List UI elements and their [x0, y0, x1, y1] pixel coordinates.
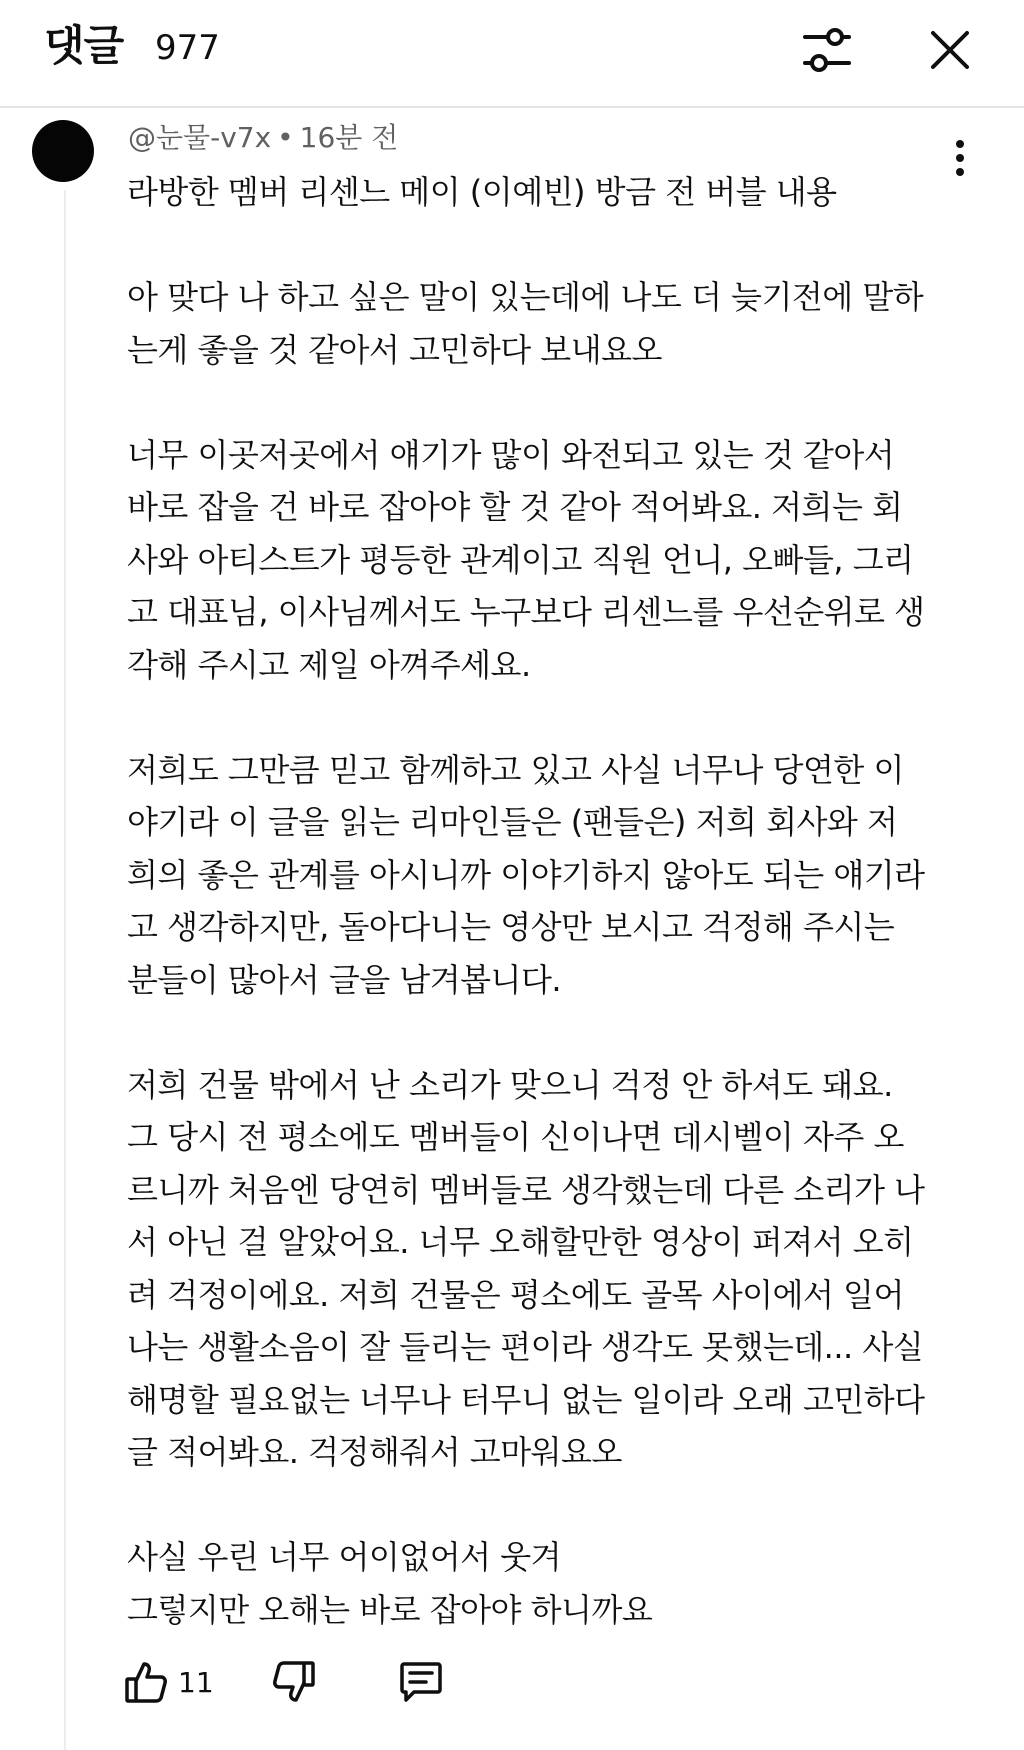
comment-line: 글 적어봐요. 걱정해줘서 고마워요오 [127, 1433, 622, 1471]
close-icon [928, 28, 972, 72]
comment-line [127, 376, 967, 429]
comment-line: 사와 아티스트가 평등한 관계이고 직원 언니, 오빠들, 그리 [127, 540, 914, 579]
avatar[interactable] [32, 120, 94, 182]
dislike-button[interactable] [270, 1655, 318, 1709]
comment-line [127, 219, 967, 272]
comment-line: 분들이 많아서 글을 남겨봅니다. [127, 960, 562, 999]
like-button[interactable] [122, 1655, 170, 1709]
thread-line [64, 190, 66, 1750]
thumbs-down-icon [272, 1659, 316, 1705]
comment-line: 고 생각하지만, 돌아다니는 영상만 보시고 걱정해 주시는 [127, 908, 895, 946]
comment-meta [128, 120, 398, 156]
comment-time: 16분 전 [299, 121, 399, 154]
comment-line: 너무 이곳저곳에서 얘기가 많이 와전되고 있는 것 같아서 [127, 435, 895, 474]
comment-count: 977 [155, 28, 220, 68]
comment-line: 서 아닌 걸 알았어요. 너무 오해할만한 영상이 퍼져서 오히 [127, 1223, 914, 1261]
comment-line: 고 대표님, 이사님께서도 누구보다 리센느를 우선순위로 생 [127, 593, 925, 631]
comments-header [0, 0, 1024, 108]
comment-author[interactable]: @눈물-v7x [128, 121, 272, 154]
comment-line: 희의 좋은 관계를 아시니까 이야기하지 않아도 되는 얘기라 [127, 855, 925, 894]
sliders-icon [799, 22, 855, 78]
meta-separator: • [277, 121, 294, 154]
reply-icon [398, 1659, 444, 1705]
comment-line: 저희 건물 밖에서 난 소리가 맞으니 걱정 안 하셔도 돼요. [127, 1065, 893, 1104]
comment-line: 라방한 멤버 리센느 메이 (이예빈) 방금 전 버블 내용 [127, 173, 837, 211]
comments-title: 댓글 [44, 21, 124, 70]
filter-button[interactable] [795, 18, 859, 82]
comment-actions [122, 1655, 622, 1711]
close-button[interactable] [918, 18, 982, 82]
comment-line [127, 1006, 967, 1059]
comment-line: 사실 우린 너무 어이없어서 웃겨 [127, 1538, 562, 1576]
comment-line: 저희도 그만큼 믿고 함께하고 있고 사실 너무나 당연한 이 [127, 750, 904, 789]
comment-line: 바로 잡을 건 바로 잡아야 할 것 같아 적어봐요. 저희는 회 [127, 488, 903, 526]
comment-line: 그 당시 전 평소에도 멤버들이 신이나면 데시벨이 자주 오 [127, 1118, 904, 1156]
comment-line [127, 1479, 967, 1532]
comment-line: 아 맞다 나 하고 싶은 말이 있는데에 나도 더 늦기전에 말하 [127, 278, 924, 316]
comment-line: 그렇지만 오해는 바로 잡아야 하니까요 [127, 1590, 653, 1629]
comment-line: 는게 좋을 것 같아서 고민하다 보내요오 [127, 330, 662, 369]
comment-line: 각해 주시고 제일 아껴주세요. [127, 645, 531, 684]
thumbs-up-icon [124, 1659, 168, 1705]
comment-text [127, 166, 967, 1636]
comment-line: 르니까 처음엔 당연히 멤버들로 생각했는데 다른 소리가 나 [127, 1170, 925, 1209]
comment-line: 야기라 이 글을 읽는 리마인들은 (팬들은) 저희 회사와 저 [127, 803, 898, 841]
comment-line: 해명할 필요없는 너무나 터무니 없는 일이라 오래 고민하다 [127, 1380, 925, 1419]
comment-line [127, 691, 967, 744]
reply-button[interactable] [396, 1657, 446, 1707]
comment-line: 려 걱정이에요. 저희 건물은 평소에도 골목 사이에서 일어 [127, 1275, 904, 1314]
comment-line: 나는 생활소음이 잘 들리는 편이라 생각도 못했는데... 사실 [127, 1328, 924, 1366]
like-count: 11 [178, 1666, 214, 1699]
